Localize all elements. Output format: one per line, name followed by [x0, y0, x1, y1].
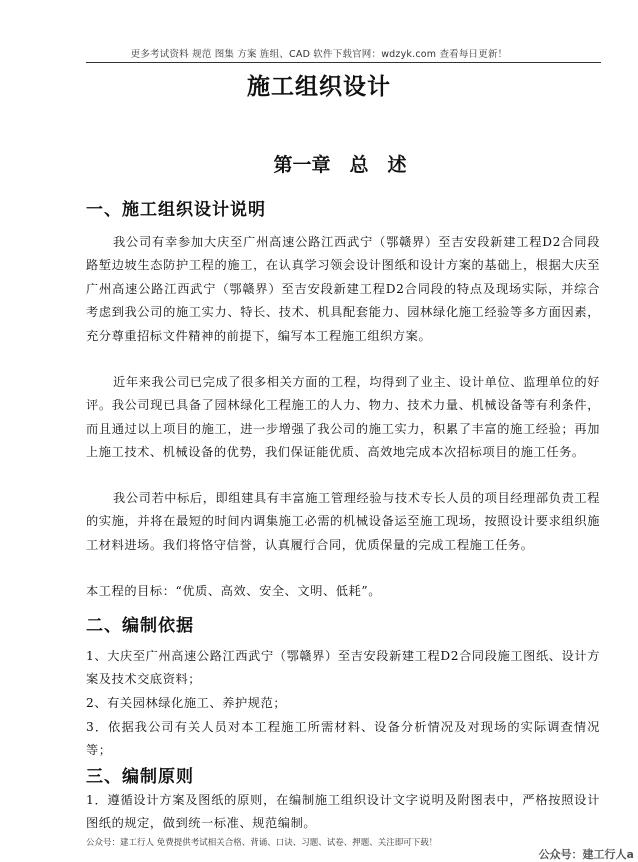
principle-item-1: 1．遵循设计方案及图纸的原则，在编制施工组织设计文字说明及附图表中，严格按照设计图纸的规定，做到统一标准、规范编制。 — [86, 793, 600, 831]
paragraph-2: 近年来我公司已完成了很多相关方面的工程，均得到了业主、设计单位、监理单位的好评。我公司现已具备了园林绿化工程施工的人力、物力、技术力量、机械设备等有利条件，而且通过以上项目的施工，进一步增强了我公司的施工实力，积累了丰富的施工经验；再加上施工技术、机械设备的优势，我们保证能优质、高效地完成本次招标项目的施工任务。 — [86, 375, 600, 460]
section-heading-3: 三、编制原则 — [86, 767, 194, 787]
basis-item-3: 3．依据我公司有关人员对本工程施工所需材料、设备分析情况及对现场的实际调查情况等； — [86, 720, 600, 758]
footer-note: 公众号：建工行人 免费提供考试相关合格、背诵、口诀、习题、试卷、押题、关注即可下载！ — [86, 838, 438, 848]
basis-item-1: 1、大庆至广州高速公路江西武宁（鄂赣界）至吉安段新建工程D2合同段施工图纸、设计方案及技术交底资料； — [86, 649, 600, 687]
chapter-heading: 第一章 总 述 — [273, 154, 407, 176]
section-heading-1: 一、施工组织设计说明 — [86, 200, 266, 220]
basis-item-2: 2、有关园林绿化施工、养护规范； — [86, 696, 287, 710]
paragraph-3: 我公司若中标后，即组建具有丰富施工管理经验与技术专长人员的项目经理部负责工程的实施，并将在最短的时间内调集施工必需的机械设备运至施工现场，按照设计要求组织施工材料进场。我们将恪守信誉，认真履行合同，优质保量的完成工程施工任务。 — [86, 491, 600, 552]
header-note: 更多考试资料 规范 图集 方案 旌组、CAD 软件下载官网：wdzyk.com 查看每日更新！ — [130, 49, 508, 60]
section-heading-2: 二、编制依据 — [86, 616, 194, 636]
goal-line: 本工程的目标：“优质、高效、安全、文明、低耗”。 — [86, 584, 381, 598]
header-divider — [86, 62, 601, 63]
watermark-text: 公众号：建工行人a — [538, 848, 634, 861]
document-title: 施工组织设计 — [247, 74, 391, 100]
paragraph-1: 我公司有幸参加大庆至广州高速公路江西武宁（鄂赣界）至吉安段新建工程D2合同段路堑边坡生态防护工程的施工，在认真学习领会设计图纸和设计方案的基础上，根据大庆至广州高速公路江西武宁（鄂赣界）至吉安段新建工程D2合同段的特点及现场实际，并综合考虑到我公司的施工实力、特长、技术、机具配套能力、园林绿化施工经验等多方面因素，充分尊重招标文件精神的前提下，编写本工程施工组织方案。 — [86, 235, 600, 343]
